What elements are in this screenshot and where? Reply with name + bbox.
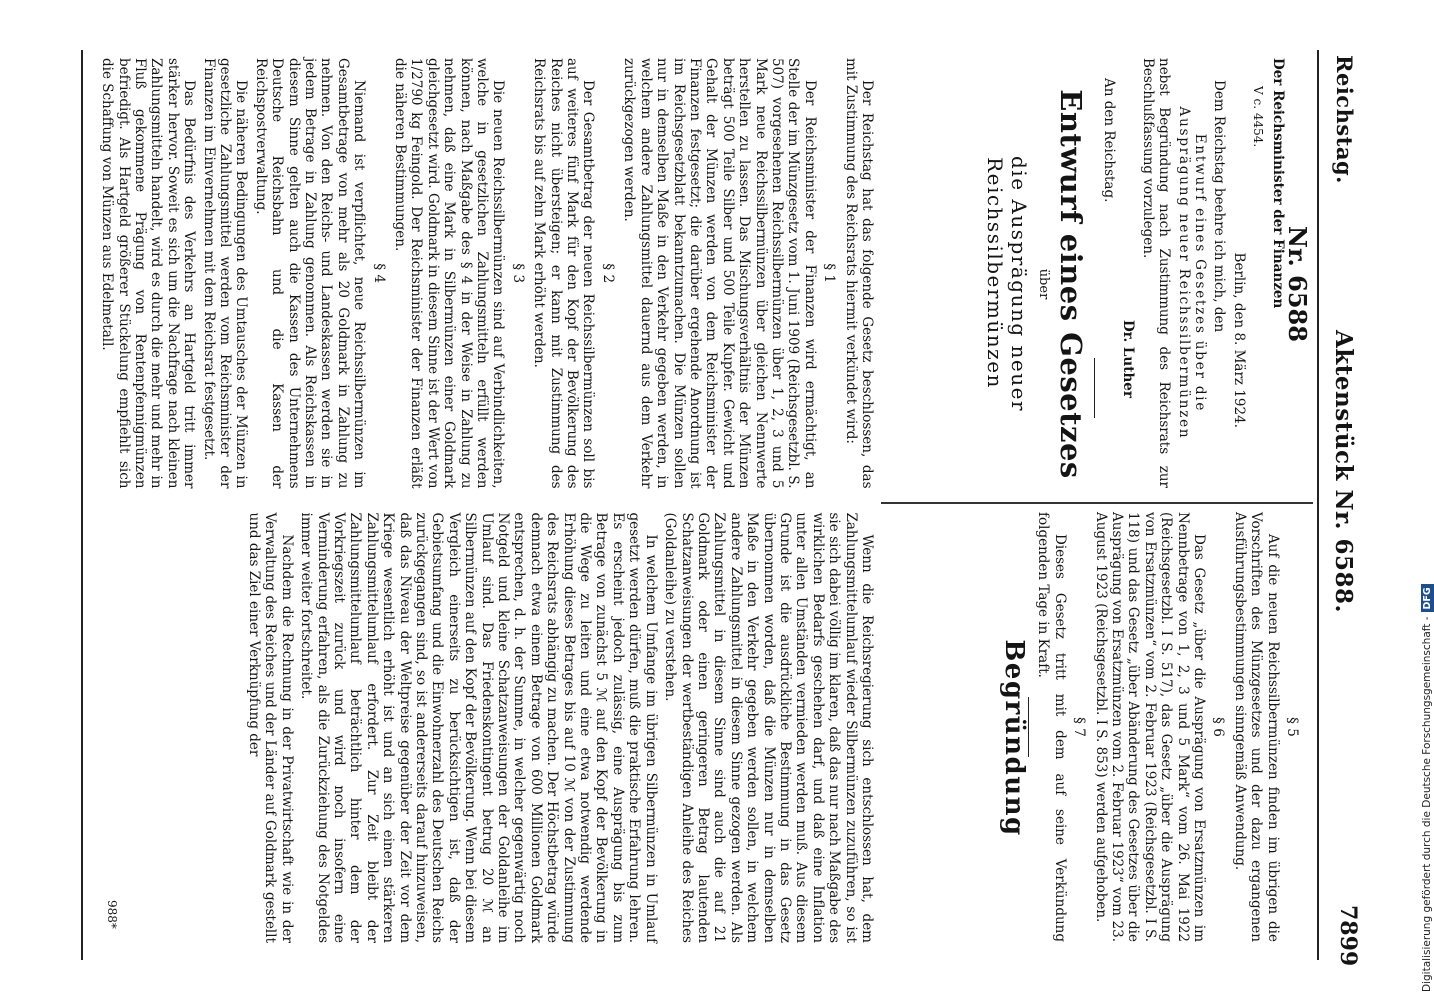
- law-title-sub: über: [1035, 268, 1051, 300]
- section-1-head: § 1: [821, 263, 838, 284]
- page-number: 7899: [1335, 905, 1361, 967]
- digitization-note-label: Digitalisierung gefördert durch die Deutsche Forschungsgemeinschaft -: [1421, 616, 1433, 992]
- section-5-text: Auf die neuen Reichssilbermünzen finden im übrigen die Vorschriften des Münzgesetzes und der dazu ergangenen Ausführungsbestimmungen sinngemäß Anwendung.: [1231, 512, 1281, 942]
- sheet-number: 988*: [105, 900, 119, 929]
- law-title: Entwurf eines Gesetzes: [1053, 89, 1088, 479]
- dfg-logo-icon: DFG: [1421, 584, 1434, 612]
- section-5-head: § 5: [1284, 717, 1300, 737]
- column-rule: [881, 502, 1313, 504]
- section-2-head: § 2: [599, 263, 616, 284]
- section-1-text: Der Reichsminister der Finanzen wird ermächtigt, an Stelle der im Münzgesetz vom 1. Juni 1909 (Reichsgesetzbl. S. 507) vorgesehenen Reichssilbermünzen über 1, 2, 3 und 5 Mark neue Reichssilbermünzen über gleichen Nennwerte herstellen zu lassen. Das Mischungsverhältnis der Münzen beträgt 500 Teile Silber und 500 Teile Kupfer. Gewicht und Gehalt der Münzen werden von dem Reichsminister der Finanzen festgesetzt; die darüber ergehende Anordnung ist im Reichsgesetzblatt bekanntzumachen. Die Münzen sollen nur in demselben Maße in den Verkehr gegeben werden, in welchem andere Zahlungsmittel dauernd aus dem Verkehr zurückgezogen werden.: [621, 58, 818, 489]
- begruendung-p4: Nachdem die Rechnung in der Privatwirtschaft wie in der Verwaltung des Reiches und der Länder auf Goldmark gestellt und das Ziel einer Verknüpfung der: [245, 512, 295, 943]
- preamble: Der Reichstag hat das folgende Gesetz beschlossen, das mit Zustimmung des Reichsrats hiermit verkündet wird:: [842, 58, 875, 489]
- digitization-note: [1418, 8, 1432, 992]
- recipient: An den Reichstag.: [1100, 78, 1117, 203]
- section-4-text-a: Niemand ist verpflichtet, neue Reichssilbermünzen im Gesamtbetrage von mehr als 20 Goldmark in Zahlung zu nehmen. Von den Reichs- und Landeskassen werden sie in jedem Betrage in Zahlung genommen. Als Reichskassen in diesem Sinne gelten auch die Kassen des Unternehmens Deutsche Reichsbahn und die Kassen der Reichspostverwaltung.: [252, 58, 368, 489]
- intro-b: Entwurf eines Gesetzes über die Ausprägung neuer Reichssilbermünzen: [1175, 106, 1208, 440]
- section-4-head: § 4: [370, 263, 387, 284]
- law-title-main: die Ausprägung neuer Reichssilbermünzen: [983, 156, 1032, 412]
- section-6-text: Das Gesetz „über die Ausprägung von Ersatzmünzen im Nennbetrage von 1, 2, 3 und 5 Mark“ vom 26. Mai 1922 (Reichsgesetzbl. I S. 517), das Gesetz „über die Ausprägung von Ersatzmünzen“ vom 2. Februar 1923 (Reichsgesetzbl. I S. 118) und das Gesetz „über Abänderung des Gesetzes über die Ausprägung von Ersatzmünzen vom 2. Februar 1923“ vom 23. August 1923 (Reichsgesetzbl. I S. 853) werden aufgehoben.: [1092, 512, 1207, 942]
- section-4-text-b: Die näheren Bedingungen des Umtausches der Münzen in gesetzliche Zahlungsmittel werden vom Reichsminister der Finanzen im Einvernehmen mit dem Reichsrat festgesetzt.: [200, 58, 250, 489]
- header-rule: [1317, 50, 1319, 960]
- section-7-head: § 7: [1071, 717, 1088, 737]
- digitization-note-text: [1420, 8, 1434, 992]
- header-left: Reichstag.: [1332, 55, 1357, 184]
- begruendung-title: Begründung: [998, 639, 1029, 837]
- section-3-head: § 3: [509, 263, 526, 284]
- left-column-top: [980, 58, 1312, 488]
- begruendung-p1: Das Bedürfnis des Verkehrs an Hartgeld tritt immer stärker hervor. Soweit es sich um die Nachfrage nach kleinen Zahlungsmitteln handelt, wird es durch die mehr und mehr in Fluß gekommene Prägung von Rentenpfennigmünzen befriedigt. Als Hartgeld größerer Stückelung empfiehlt sich die Schaffung von Münzen aus Edelmetall.: [99, 58, 198, 489]
- reference: V c. 4454.: [1251, 86, 1266, 148]
- sender: Der Reichsminister der Finanzen: [1269, 58, 1286, 309]
- section-3-text: Die neuen Reichssilbermünzen sind auf Verbindlichkeiten, welche in gesetzlichen Zahlungsmitteln erfüllt werden können, nach Maßgabe des § 4 in der Weise in Zahlung zu nehmen, daß eine Mark in Silbermünzen einer Goldmark gleichgesetzt wird. Goldmark in diesem Sinne ist der Wert von 1/2790 kg Feingold. Der Reichsminister der Finanzen erläßt die näheren Bestimmungen.: [392, 58, 507, 489]
- intro-a: Dem Reichstag beehre ich mich, den: [1211, 80, 1228, 333]
- begruendung-p2: Wenn die Reichsregierung sich entschlossen hat, dem Zahlungsmittelumlauf wieder Silbermünzen zuzuführen, so ist sie sich dabei völlig im klaren, daß das nur nach Maßgabe des wirklichen Bedarfs geschehen darf, und daß eine Inflation unter allen Umständen vermieden werden muß. Aus diesem Grunde ist die ausdrückliche Bestimmung in das Gesetz übernommen worden, daß die Münzen nur in demselben Maße in den Verkehr gegeben werden sollen, in welchem andere Zahlungsmittel in diesem Sinne gezogen werden. Als Zahlungsmittel in diesem Sinne sind auch die auf 21 Goldmark oder einen geringeren Betrag lautenden Schatzanweisungen der wertbeständigen Anleihe des Reiches (Goldanleihe) zu verstehen.: [662, 512, 875, 943]
- right-column-top: [998, 512, 1306, 942]
- separator: [1094, 358, 1095, 418]
- bottom-rule: [81, 50, 83, 960]
- document-number: Nr. 6588: [1283, 226, 1312, 342]
- date-line: Berlin, den 8. März 1924.: [1230, 252, 1247, 428]
- begruendung-p3: In welchem Umfange im übrigen Silbermünzen in Umlauf gesetzt werden dürfen, muß die praktische Erfahrung lehren. Es erscheint jedoch zulässig, eine Ausprägung bis zum Betrage von zunächst 5 ℳ auf den Kopf der Bevölkerung in die Wege zu leiten und eine etwa notwendig werdende Erhöhung dieses Betrages bis auf 10 ℳ von der Zustimmung des Reichsrats abhängig zu machen. Der Höchstbetrag würde demnach etwa einem Betrage von 600 Millionen Goldmark entsprechen, d. h. der Summe, in welcher gegenwärtig noch Notgeld und kleine Schatzanweisungen der Goldanleihe im Umlauf sind. Das Friedenskontingent betrug 20 ℳ an Silbermünzen auf den Kopf der Bevölkerung. Wenn bei diesem Vergleich einerseits zu berücksichtigen ist, daß der Gebietsumfang und die Einwohnerzahl des Deutschen Reichs zurückgegangen sind, so ist andererseits darauf hinzuweisen, daß das Niveau der Weltpreise gegenüber der Zeit vor dem Kriege wesentlich erhöht ist und an sich einen stärkeren Zahlungsmittelumlauf erfordert. Zur Zeit bleibt der Zahlungsmittelumlauf beträchtlich hinter dem der Vorkriegszeit zurück und wird noch insofern eine Verminderung erfahren, als die Zurückziehung des Notgeldes immer weiter fortschreitet.: [298, 512, 659, 943]
- body-columns: [85, 58, 875, 943]
- intro-c: nebst Begründung nach Zustimmung des Reichsrats zur Beschlußfassung vorzulegen.: [1139, 58, 1173, 488]
- section-2-text: Der Gesamtbetrag der neuen Reichssilbermünzen soll bis auf weiteres fünf Mark für den Kopf der Bevölkerung des Reiches nicht übersteigen; er kann mit Zustimmung des Reichsrats bis auf zehn Mark erhöht werden.: [531, 58, 597, 489]
- section-7-text: Dieses Gesetz tritt mit dem auf seine Verkündung folgenden Tage in Kraft.: [1035, 512, 1068, 942]
- header-center: Aktenstück Nr. 6588.: [1330, 330, 1357, 614]
- signature: Dr. Luther: [1120, 319, 1137, 398]
- section-6-head: § 6: [1210, 717, 1227, 737]
